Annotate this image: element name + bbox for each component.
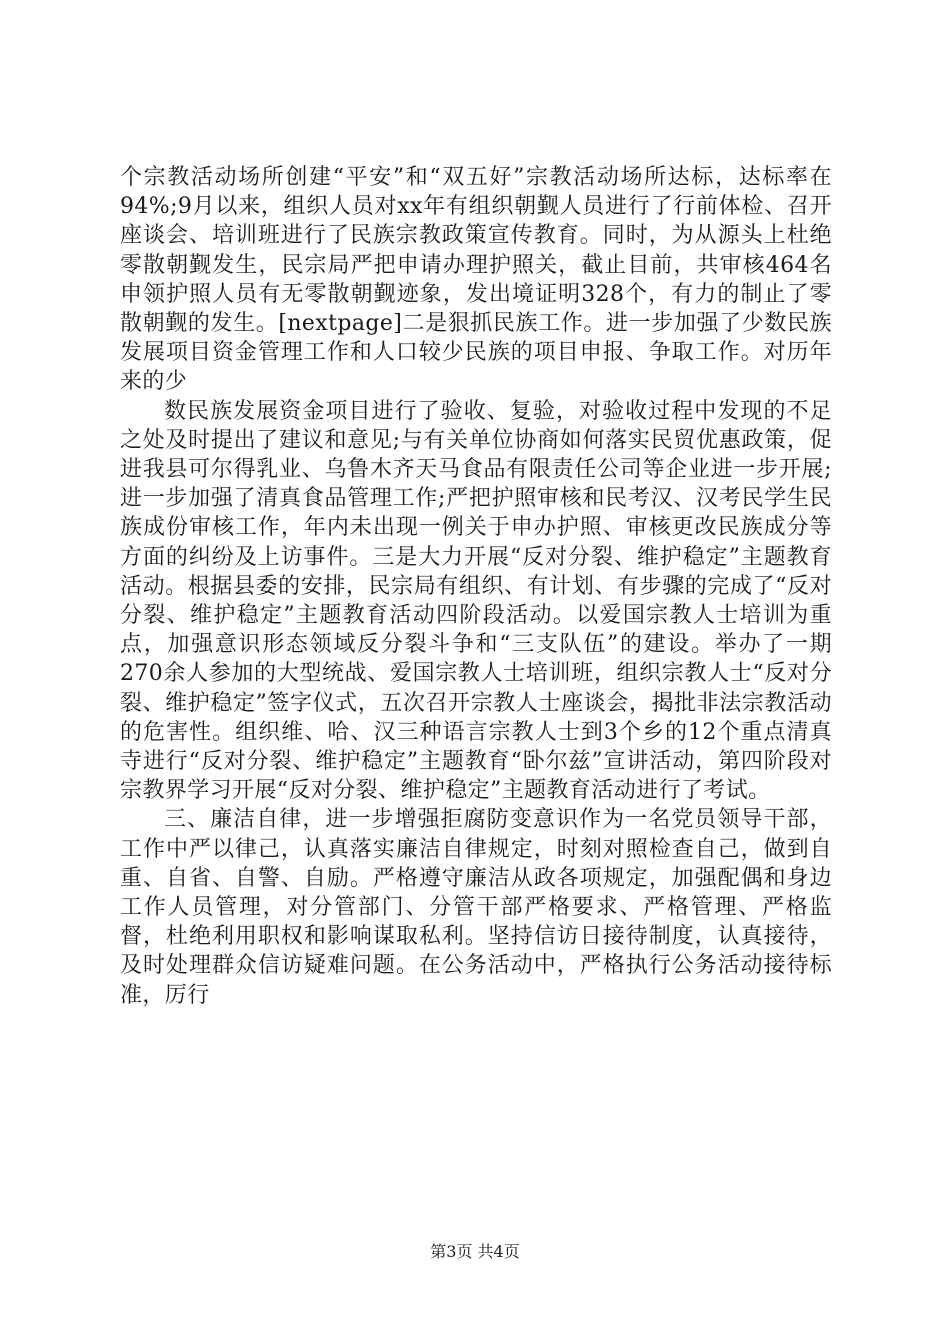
page-number: 第3页 — [430, 1242, 473, 1261]
document-body — [120, 163, 832, 1010]
paragraph-3: 三、廉洁自律，进一步增强拒腐防变意识作为一名党员领导干部，工作中严以律己，认真落实廉洁自律规定，时刻对照检查自己，做到自重、自省、自警、自励。严格遵守廉洁从政各项规定，加强配偶和身边工作人员管理，对分管部门、分管干部严格要求、严格管理、严格监督，杜绝利用职权和影响谋取私利。坚持信访日接待制度，认真接待，及时处理群众信访疑难问题。在公务活动中，严格执行公务活动接待标准，厉行 — [120, 807, 832, 1008]
page-footer — [0, 1242, 950, 1262]
paragraph-1: 个宗教活动场所创建“平安”和“双五好”宗教活动场所达标，达标率在94%;9月以来，组织人员对xx年有组织朝觐人员进行了行前体检、召开座谈会、培训班进行了民族宗教政策宣传教育。同时，为从源头上杜绝零散朝觐发生，民宗局严把申请办理护照关，截止目前，共审核464名申领护照人员有无零散朝觐迹象，发出境证明328个，有力的制止了零散朝觐的发生。[nextpage]二是狠抓民族工作。进一步加强了少数民族发展项目资金管理工作和人口较少民族的项目申报、争取工作。对历年来的少 — [120, 165, 832, 395]
paragraph-2: 数民族发展资金项目进行了验收、复验，对验收过程中发现的不足之处及时提出了建议和意见;与有关单位协商如何落实民贸优惠政策，促进我县可尔得乳业、乌鲁木齐天马食品有限责任公司等企业进一步开展;进一步加强了清真食品管理工作;严把护照审核和民考汉、汉考民学生民族成份审核工作，年内未出现一例关于申办护照、审核更改民族成分等方面的纠纷及上访事件。三是大力开展“反对分裂、维护稳定”主题教育活动。根据县委的安排，民宗局有组织、有计划、有步骤的完成了“反对分裂、维护稳定”主题教育活动四阶段活动。以爱国宗教人士培训为重点，加强意识形态领域反分裂斗争和“三支队伍”的建设。举办了一期270余人参加的大型统战、爱国宗教人士培训班，组织宗教人士“反对分裂、维护稳定”签字仪式，五次召开宗教人士座谈会，揭批非法宗教活动的危害性。组织维、哈、汉三种语言宗教人士到3个乡的12个重点清真寺进行“反对分裂、维护稳定”主题教育“卧尔兹”宣讲活动，第四阶段对宗教界学习开展“反对分裂、维护稳定”主题教育活动进行了考试。 — [120, 398, 832, 804]
page-total: 共4页 — [477, 1242, 520, 1261]
